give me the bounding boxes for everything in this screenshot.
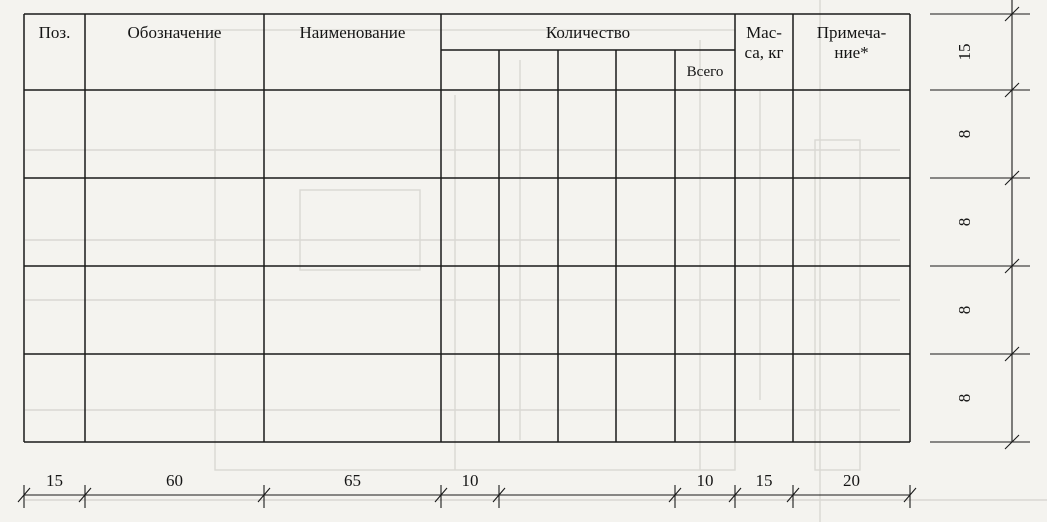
column-width-total: 10 xyxy=(696,471,714,490)
header-designation: Обозначение xyxy=(127,23,222,42)
row-height-3: 8 xyxy=(955,305,974,315)
header-pos: Поз. xyxy=(38,23,71,42)
header-name: Наименование xyxy=(299,23,406,42)
header-note-line2: ние* xyxy=(834,43,869,62)
row-height-1: 8 xyxy=(955,129,974,139)
column-width-note: 20 xyxy=(843,471,860,490)
header-mass-line2: са, кг xyxy=(744,43,784,62)
column-width-quantity: 10 xyxy=(461,471,479,490)
column-width-designation: 60 xyxy=(166,471,183,490)
header-mass-line1: Мас- xyxy=(746,23,782,42)
row-height-header: 15 xyxy=(955,43,974,61)
header-total: Всего xyxy=(686,64,724,80)
column-width-pos: 15 xyxy=(46,471,63,490)
column-width-name: 65 xyxy=(344,471,361,490)
header-quantity: Количество xyxy=(545,23,631,42)
column-width-mass: 15 xyxy=(755,471,773,490)
row-height-2: 8 xyxy=(955,217,974,227)
header-note-line1: Примеча- xyxy=(816,23,887,42)
row-height-4: 8 xyxy=(955,393,974,403)
